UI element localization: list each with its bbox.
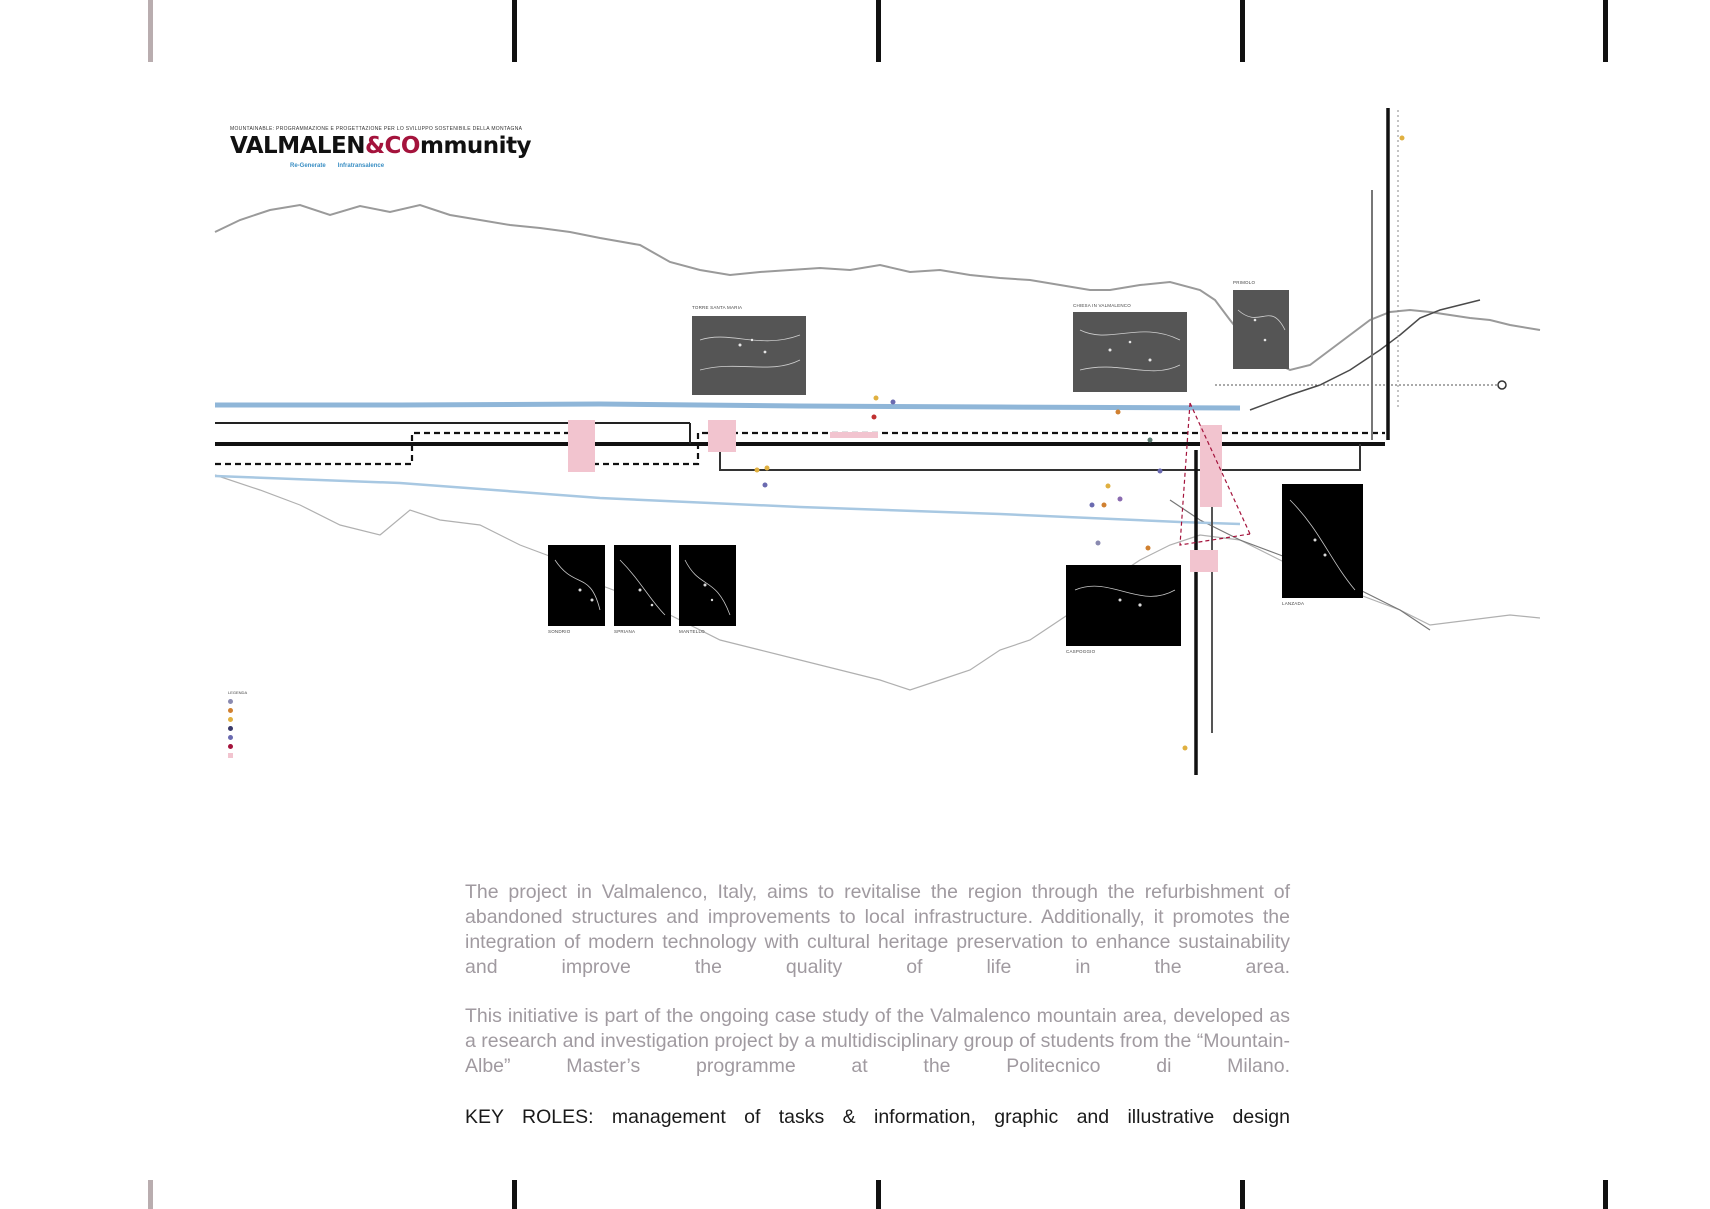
poi-dot — [1096, 541, 1101, 546]
poi-dot — [874, 396, 879, 401]
poi-dot — [1146, 546, 1151, 551]
project-header — [230, 126, 531, 169]
legend-item — [228, 751, 247, 760]
legend-dot — [228, 699, 233, 704]
red-connector — [1190, 403, 1250, 534]
legend-item — [228, 697, 247, 706]
highlight-zone — [1200, 425, 1222, 507]
poi-dot — [1116, 410, 1121, 415]
legend-dot — [228, 735, 233, 740]
project-title — [230, 133, 531, 159]
map-thumbnail-lanzada — [1282, 484, 1363, 598]
mountain-profile-top — [215, 205, 1540, 370]
legend-item — [228, 733, 247, 742]
label-mantello: MANTELLO — [679, 629, 705, 634]
map-legend — [228, 688, 247, 760]
legend-title: LEGENDA — [228, 690, 248, 695]
poi-dot — [1102, 503, 1107, 508]
title-main: VALMALEN — [230, 133, 365, 159]
legend-item — [228, 724, 247, 733]
legend-item — [228, 706, 247, 715]
map-thumbnail-caspoggio — [1066, 565, 1181, 646]
map-thumbnail-spriana — [614, 545, 671, 626]
legend-item — [228, 715, 247, 724]
poi-dot — [891, 400, 896, 405]
legend-dot — [228, 753, 233, 758]
title-accent: &CO — [365, 133, 420, 159]
label-primolo: PRIMOLO — [1233, 280, 1256, 285]
label-chiesa: CHIESA IN VALMALENCO — [1073, 303, 1131, 308]
poi-dot — [1158, 469, 1163, 474]
key-roles: KEY ROLES: management of tasks & information, graphic and illustrative design — [465, 1106, 1290, 1128]
poi-dot — [1090, 503, 1095, 508]
poi-dot — [872, 415, 877, 420]
legend-dot — [228, 744, 233, 749]
river-lower — [215, 476, 1240, 524]
endpoint-circle — [1498, 381, 1506, 389]
map-thumbnail-chiesa — [1073, 312, 1187, 392]
poi-dot — [755, 468, 760, 473]
title-end: mmunity — [420, 133, 532, 159]
legend-dot — [228, 726, 233, 731]
label-lanzada: LANZADA — [1282, 601, 1305, 606]
partner-logo: Re-Generate — [290, 163, 326, 169]
river-upper — [215, 404, 1240, 408]
highlight-zone — [568, 420, 595, 472]
poi-dot — [763, 483, 768, 488]
poi-dot — [1148, 438, 1153, 443]
legend-dot — [228, 717, 233, 722]
poi-dot — [1183, 746, 1188, 751]
map-thumbnail-mantello — [679, 545, 736, 626]
road-lower — [720, 444, 1360, 470]
poi-dot — [1400, 136, 1405, 141]
map-thumbnail-sondrio — [548, 545, 605, 626]
label-torre: TORRE SANTA MARIA — [692, 305, 743, 310]
map-thumbnail-primolo — [1233, 290, 1289, 369]
legend-dot — [228, 708, 233, 713]
partner-logo: Infratransalence — [337, 163, 385, 169]
description-paragraph-2: This initiative is part of the ongoing case study of the Valmalenco mountain area, developed as a research and investigation project by a multidisciplinary group of students from the “Mountain-Albe” Master’s programme at the Politecnico di Milano. — [465, 1005, 1290, 1077]
highlight-zone — [708, 420, 736, 452]
map-thumbnail-torre — [692, 316, 806, 395]
highlight-zone — [1190, 550, 1218, 572]
partner-logos — [230, 163, 531, 169]
project-subtitle: MOUNTAINABLE: PROGRAMMAZIONE E PROGETTAZIONE PER LO SVILUPPO SOSTENIBILE DELLA MONTAGNA — [230, 126, 523, 132]
label-spriana: SPRIANA — [614, 629, 636, 634]
description-paragraph-1: The project in Valmalenco, Italy, aims to revitalise the region through the refurbishment of abandoned structures and improvements to local infrastructure. Additionally, it promotes the integration of modern technology with cultural heritage preservation to enhance sustainability and improve the quality of life in the area. — [465, 881, 1290, 978]
highlight-zone — [830, 432, 878, 438]
label-sondrio: SONDRIO — [548, 629, 571, 634]
label-caspoggio: CASPOGGIO — [1066, 649, 1096, 654]
poi-dot — [1118, 497, 1123, 502]
legend-item — [228, 742, 247, 751]
poi-dot — [1106, 484, 1111, 489]
poi-dot — [765, 466, 770, 471]
